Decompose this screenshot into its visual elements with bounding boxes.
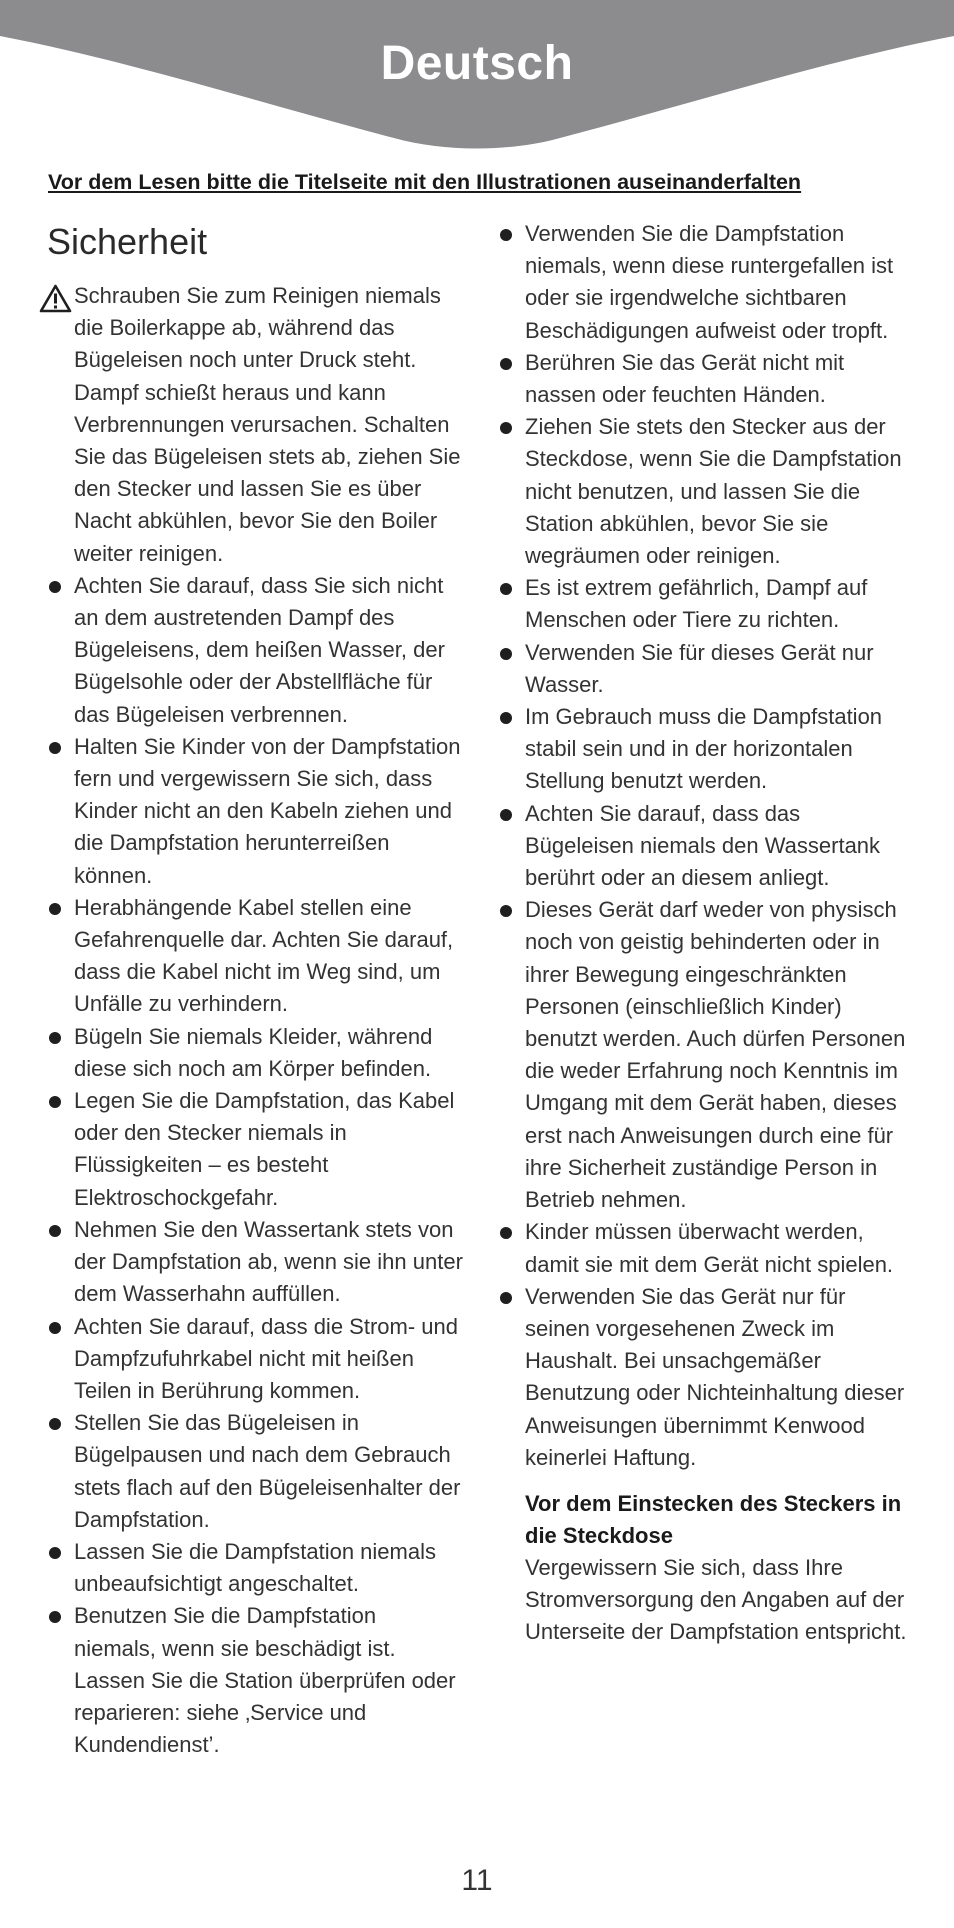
list-item: [495, 637, 915, 701]
list-item-text: Benutzen Sie die Dampfstation niemals, wenn sie beschädigt ist. Lassen Sie die Station überprüfen oder reparieren: siehe ‚Service und Kundendienst’.: [74, 1603, 456, 1758]
bullet-icon: [49, 1547, 61, 1559]
list-item: [495, 894, 915, 1216]
list-item-text: Halten Sie Kinder von der Dampfstation fern und vergewissern Sie sich, dass Kinder nicht an den Kabeln ziehen und die Dampfstation herunterreißen können.: [74, 733, 461, 888]
list-item-text: Berühren Sie das Gerät nicht mit nassen oder feuchten Händen.: [525, 349, 845, 408]
bullet-icon: [49, 903, 61, 915]
bullet-icon: [49, 742, 61, 754]
bullet-icon: [500, 358, 512, 370]
list-item-text: Kinder müssen überwacht werden, damit sie mit dem Gerät nicht spielen.: [525, 1219, 894, 1277]
list-item: [495, 1281, 915, 1474]
bullet-icon: [500, 648, 512, 660]
bullet-icon: [49, 1225, 61, 1237]
safety-list-left: [44, 280, 464, 1761]
list-item-text: Verwenden Sie die Dampfstation niemals, wenn diese runtergefallen ist oder sie irgendwelche sichtbaren Beschädigungen aufweist oder tropft.: [525, 221, 894, 343]
list-item-text: Ziehen Sie stets den Stecker aus der Steckdose, wenn Sie die Dampfstation nicht benutzen, und lassen Sie die Station abkühlen, bevor Sie sie wegräumen oder reinigen.: [525, 414, 902, 569]
list-item: [495, 347, 915, 411]
list-item: [44, 1407, 464, 1536]
safety-list-right: [495, 218, 915, 1474]
bullet-icon: [49, 1096, 61, 1108]
list-item: [495, 701, 915, 798]
warning-text: Schrauben Sie zum Reinigen niemals die Boilerkappe ab, während das Bügeleisen noch unter Druck steht. Dampf schießt heraus und kann Verbrennungen verursachen. Schalten Sie das Bügeleisen stets ab, ziehen Sie den Stecker und lassen Sie es über Nacht abkühlen, bevor Sie den Boiler weiter reinigen.: [74, 283, 461, 566]
list-item: [44, 892, 464, 1021]
bullet-icon: [500, 583, 512, 595]
list-item: [495, 1216, 915, 1280]
bullet-icon: [500, 1292, 512, 1304]
bullet-icon: [49, 1418, 61, 1430]
right-column: [495, 218, 915, 1649]
warning-triangle-icon: [39, 284, 72, 313]
list-item: [44, 1600, 464, 1761]
unfold-instruction: Vor dem Lesen bitte die Titelseite mit den Illustrationen auseinanderfalten: [48, 170, 802, 194]
list-item: [44, 570, 464, 731]
list-item: [44, 731, 464, 892]
bullet-icon: [49, 1032, 61, 1044]
list-item-text: Nehmen Sie den Wassertank stets von der Dampfstation ab, wenn sie ihn unter dem Wasserhahn auffüllen.: [74, 1216, 463, 1307]
bullet-icon: [500, 422, 512, 434]
list-item-text: Verwenden Sie das Gerät nur für seinen vorgesehenen Zweck im Haushalt. Bei unsachgemäßer Benutzung oder Nichteinhaltung dieser Anweisungen übernimmt Kenwood keinerlei Haftung.: [525, 1283, 905, 1470]
list-item-text: Bügeln Sie niemals Kleider, während diese sich noch am Körper befinden.: [74, 1023, 433, 1081]
list-item: [495, 218, 915, 347]
page-number: 11: [461, 1864, 493, 1897]
bullet-icon: [49, 1611, 61, 1623]
warning-item: [44, 280, 464, 570]
list-item-text: Im Gebrauch muss die Dampfstation stabil sein und in der horizontalen Stellung benutzt werden.: [525, 704, 883, 794]
list-item-text: Herabhängende Kabel stellen eine Gefahrenquelle dar. Achten Sie darauf, dass die Kabel nicht im Weg sind, um Unfälle zu verhindern.: [74, 894, 454, 1017]
list-item-text: Achten Sie darauf, dass das Bügeleisen niemals den Wassertank berührt oder an diesem anliegt.: [525, 800, 881, 891]
list-item: [495, 798, 915, 895]
list-item-text: Stellen Sie das Bügeleisen in Bügelpausen und nach dem Gebrauch stets flach auf den Bügeleisenhalter der Dampfstation.: [74, 1410, 461, 1532]
list-item-text: Achten Sie darauf, dass Sie sich nicht an dem austretenden Dampf des Bügeleisens, dem heißen Wasser, der Bügelsohle oder der Abstellfläche für das Bügeleisen verbrennen.: [74, 572, 445, 727]
bullet-icon: [49, 581, 61, 593]
list-item-text: Legen Sie die Dampfstation, das Kabel oder den Stecker niemals in Flüssigkeiten – es besteht Elektroschockgefahr.: [74, 1088, 455, 1210]
section-heading-safety: Sicherheit: [47, 221, 208, 262]
page-title: Deutsch: [380, 37, 574, 90]
bullet-icon: [500, 712, 512, 724]
list-item: [495, 572, 915, 636]
list-item-text: Verwenden Sie für dieses Gerät nur Wasser.: [525, 639, 874, 697]
plug-in-paragraph: Vergewissern Sie sich, dass Ihre Stromversorgung den Angaben auf der Unterseite der Dampfstation entspricht.: [525, 1554, 907, 1645]
bullet-icon: [500, 809, 512, 821]
bullet-icon: [500, 229, 512, 241]
list-item: [44, 1311, 464, 1408]
list-item: [44, 1214, 464, 1311]
plug-in-heading: Vor dem Einstecken des Steckers in die Steckdose: [525, 1490, 902, 1548]
list-item: [44, 1085, 464, 1214]
list-item: [44, 1536, 464, 1600]
list-item-text: Es ist extrem gefährlich, Dampf auf Menschen oder Tiere zu richten.: [525, 575, 868, 633]
bullet-icon: [500, 1227, 512, 1239]
list-item: [495, 411, 915, 572]
left-column: [44, 218, 464, 1761]
list-item-text: Achten Sie darauf, dass die Strom- und Dampfzufuhrkabel nicht mit heißen Teilen in Berührung kommen.: [74, 1313, 458, 1403]
bullet-icon: [500, 905, 512, 917]
list-item-text: Lassen Sie die Dampfstation niemals unbeaufsichtigt angeschaltet.: [74, 1538, 436, 1597]
list-item-text: Dieses Gerät darf weder von physisch noch von geistig behinderten oder in ihrer Bewegung eingeschränkten Personen (einschließlich Kinder) benutzt werden. Auch dürfen Personen die weder Erfahrung noch Kenntnis im Umgang mit dem Gerät haben, dieses erst nach Anweisungen durch eine für ihre Sicherheit zuständige Person in Betrieb nehmen.: [525, 897, 906, 1213]
bullet-icon: [49, 1322, 61, 1334]
list-item: [44, 1021, 464, 1085]
